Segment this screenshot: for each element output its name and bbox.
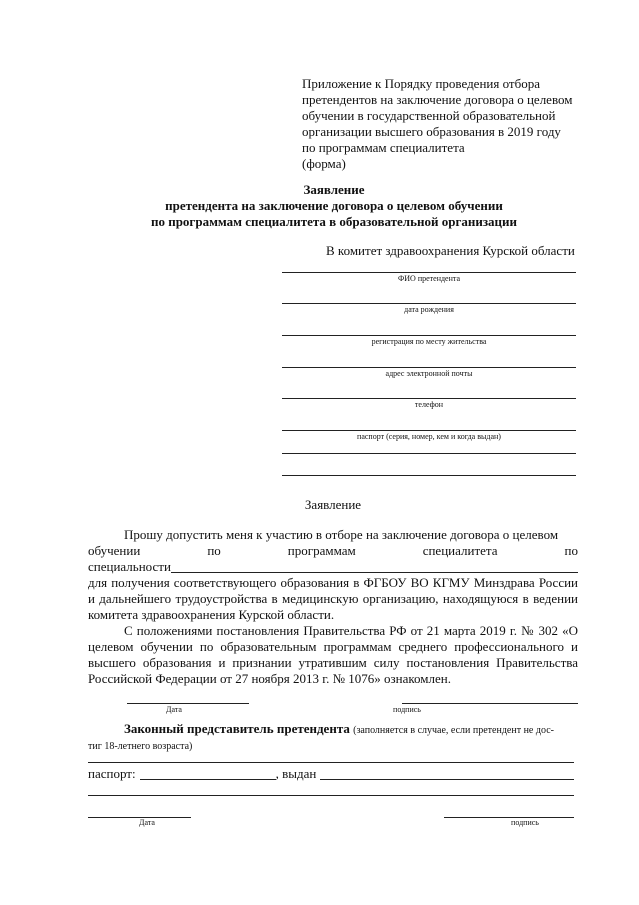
appendix-line: (форма): [302, 156, 346, 171]
passport-field[interactable]: [282, 430, 576, 431]
specialty-label: специальности: [88, 559, 171, 574]
birth-date-caption: дата рождения: [404, 305, 454, 314]
title-line: Заявление: [303, 182, 365, 197]
rep-date-caption: Дата: [139, 818, 155, 827]
passport-issued-label: , выдан: [275, 766, 317, 781]
passport-issued-field[interactable]: [320, 767, 574, 780]
date-caption: Дата: [166, 705, 182, 714]
appendix-note: [302, 76, 602, 172]
extra-line[interactable]: [282, 475, 576, 476]
extra-line[interactable]: [282, 453, 576, 454]
specialty-field[interactable]: [171, 560, 578, 573]
appendix-line: претендентов на заключение договора о целевом: [302, 92, 573, 107]
specialty-row: [88, 559, 578, 575]
passport-label: паспорт:: [88, 766, 136, 781]
registration-caption: регистрация по месту жительства: [371, 337, 487, 346]
body-line-2: [88, 543, 578, 559]
passport-row: [88, 766, 574, 782]
phone-caption: телефон: [414, 400, 444, 409]
appendix-line: Приложение к Порядку проведения отбора: [302, 76, 540, 91]
statement-heading: Заявление: [304, 497, 362, 512]
body-paragraph-1: для получения соответствующего образования в ФГБОУ ВО КГМУ Минздрава России и дальнейшего трудоустройства в медицинскую организацию, находящуюся в ведении комитета здравоохранения Курской области.: [88, 575, 578, 622]
passport-number-field[interactable]: [140, 767, 276, 780]
word: программам: [287, 543, 356, 558]
representative-heading: Законный представитель претендента: [124, 721, 350, 736]
email-caption: адрес электронной почты: [385, 369, 473, 378]
fio-field[interactable]: [282, 272, 576, 273]
representative-block: [88, 721, 578, 755]
body-paragraph-2: С положениями постановления Правительства РФ от 21 марта 2019 г. № 302 «О целевом обучении по образовательным программам среднего профессионального и высшего образования и признании утратившим силу постановления Правительства Российской Федерации от 27 ноября 2013 г. № 1076» ознакомлен.: [88, 623, 578, 686]
representative-note-2: тиг 18-летнего возраста): [88, 741, 193, 752]
appendix-line: по программам специалитета: [302, 140, 465, 155]
representative-line: [88, 721, 578, 739]
document-title: [60, 182, 608, 230]
representative-extra-line[interactable]: [88, 795, 574, 796]
signature-field[interactable]: [402, 703, 578, 704]
signature-caption: подпись: [393, 705, 421, 714]
passport-caption: паспорт (серия, номер, кем и когда выдан): [357, 432, 501, 441]
appendix-line: организации высшего образования в 2019 году: [302, 124, 561, 139]
word: по: [207, 543, 221, 558]
body-line-1: Прошу допустить меня к участию в отборе на заключение договора о целевом: [124, 527, 559, 542]
registration-field[interactable]: [282, 335, 576, 336]
title-line: по программам специалитета в образовательной организации: [150, 214, 518, 229]
phone-field[interactable]: [282, 398, 576, 399]
word: специалитета: [422, 543, 498, 558]
representative-name-field[interactable]: [88, 762, 574, 763]
statement-body: [88, 527, 578, 687]
appendix-line: обучении в государственной образовательной: [302, 108, 556, 123]
addressee: В комитет здравоохранения Курской области: [326, 243, 575, 258]
email-field[interactable]: [282, 367, 576, 368]
title-line: претендента на заключение договора о целевом обучении: [165, 198, 503, 213]
rep-signature-caption: подпись: [511, 818, 539, 827]
fio-caption: ФИО претендента: [397, 274, 461, 283]
word: по: [564, 543, 578, 558]
date-field[interactable]: [127, 703, 249, 704]
word: обучении: [88, 543, 141, 558]
representative-note: (заполняется в случае, если претендент не дос-: [353, 725, 554, 736]
birth-date-field[interactable]: [282, 303, 576, 304]
